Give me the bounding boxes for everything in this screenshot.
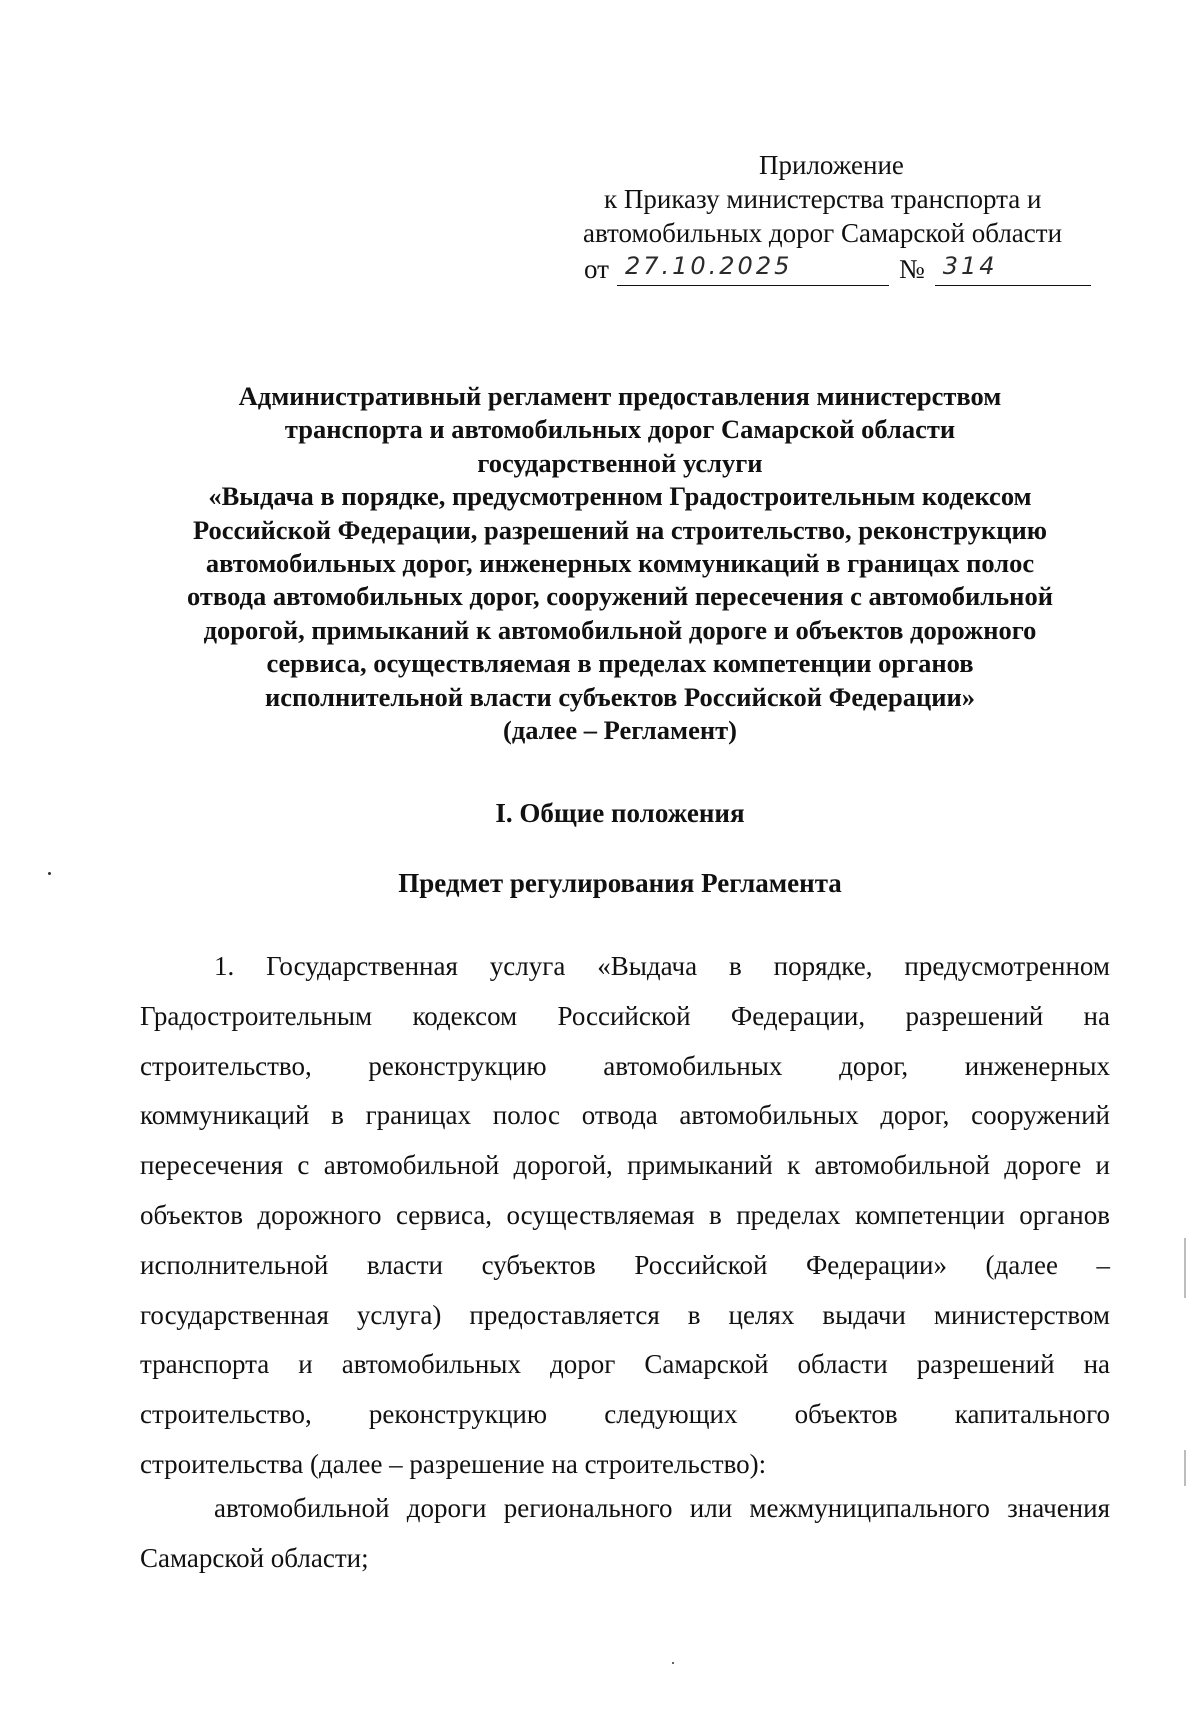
date-field xyxy=(617,252,889,286)
title-line: сервиса, осуществляемая в пределах компетенции органов xyxy=(266,648,974,679)
title-line: (далее – Регламент) xyxy=(503,715,737,746)
annex-date-number-line xyxy=(560,252,1120,286)
title-line: «Выдача в порядке, предусмотренном Градостроительным кодексом xyxy=(208,481,1032,512)
title-line: Административный регламент предоставления министерством xyxy=(238,381,1002,411)
scan-edge-mark xyxy=(1184,1450,1186,1486)
title-line: Российской Федерации, разрешений на строительство, реконструкцию xyxy=(192,514,1048,545)
paragraph-line: строительства (далее – разрешение на строительство): xyxy=(140,1448,767,1479)
subsection-heading: Предмет регулирования Регламента xyxy=(398,868,842,898)
from-label: от xyxy=(584,254,609,284)
paragraph-line: государственная услуга) предоставляется в целях выдачи министерством xyxy=(140,1299,1110,1330)
annex-title: Приложение xyxy=(759,150,904,180)
paragraph-line: Самарской области; xyxy=(140,1542,369,1573)
title-line: автомобильных дорог, инженерных коммуникаций в границах полос xyxy=(205,548,1035,579)
paragraph-2 xyxy=(140,1484,1110,1584)
regulation-title xyxy=(100,380,1140,747)
paragraph-line: автомобильной дороги регионального или межмуниципального значения xyxy=(214,1493,1110,1523)
title-line: государственной услуги xyxy=(477,447,763,478)
paragraph-line: объектов дорожного сервиса, осуществляемая в пределах компетенции органов xyxy=(140,1199,1110,1230)
paragraph-line: транспорта и автомобильных дорог Самарской области разрешений на xyxy=(140,1349,1110,1380)
annex-ministry: автомобильных дорог Самарской области xyxy=(583,218,1063,248)
paragraph-line: коммуникаций в границах полос отвода автомобильных дорог, сооружений xyxy=(140,1100,1110,1131)
handwritten-date: 27.10.2025 xyxy=(624,252,793,280)
paragraph-1 xyxy=(140,942,1110,1490)
handwritten-number: 314 xyxy=(942,252,998,280)
title-line: дорогой, примыканий к автомобильной дороге и объектов дорожного xyxy=(203,614,1037,645)
scan-edge-mark xyxy=(1184,1238,1186,1298)
section-heading: I. Общие положения xyxy=(495,798,745,828)
title-line: транспорта и автомобильных дорог Самарской области xyxy=(284,414,956,445)
number-label: № xyxy=(898,254,925,284)
number-field xyxy=(935,252,1091,286)
paragraph-line: строительство, реконструкцию автомобильных дорог, инженерных xyxy=(140,1050,1110,1081)
title-line: исполнительной власти субъектов Российской Федерации» xyxy=(264,681,976,712)
paragraph-line: пересечения с автомобильной дорогой, примыканий к автомобильной дороге и xyxy=(140,1150,1110,1181)
title-line: отвода автомобильных дорог, сооружений пересечения с автомобильной xyxy=(187,581,1053,612)
scan-speck xyxy=(48,872,51,875)
paragraph-line: 1. Государственная услуга «Выдача в порядке, предусмотренном xyxy=(214,951,1110,981)
paragraph-line: исполнительной власти субъектов Российской Федерации» (далее – xyxy=(140,1249,1110,1280)
paragraph-line: Градостроительным кодексом Российской Федерации, разрешений на xyxy=(140,1000,1110,1031)
scan-speck xyxy=(672,1662,674,1664)
annex-header xyxy=(560,148,1120,286)
paragraph-line: строительство, реконструкцию следующих объектов капитального xyxy=(140,1399,1110,1430)
annex-order-ref: к Приказу министерства транспорта и xyxy=(604,184,1042,214)
